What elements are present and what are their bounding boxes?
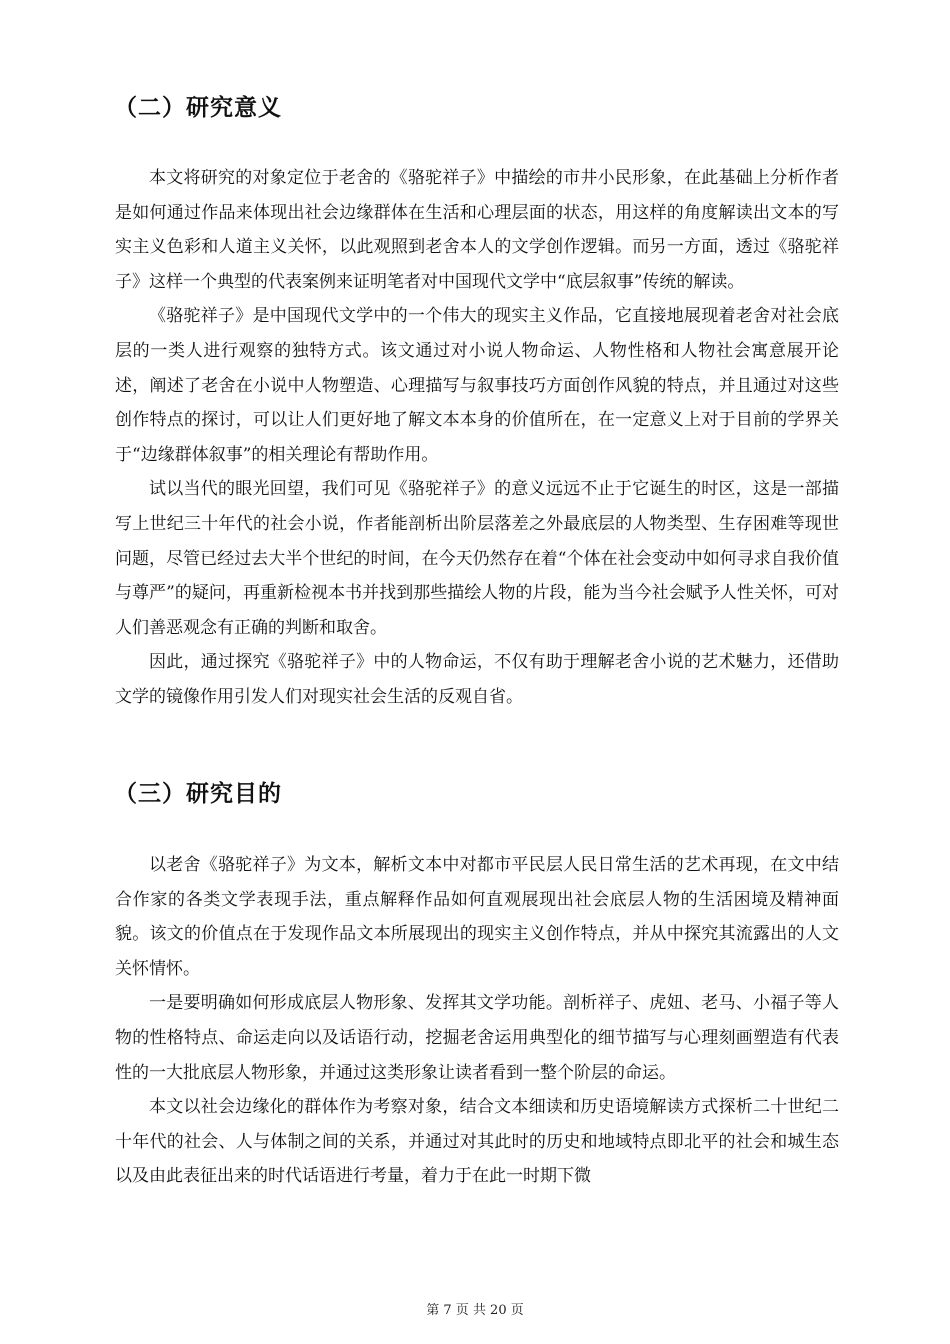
paragraph: 以老舍《骆驼祥子》为文本，解析文本中对都市平民层人民日常生活的艺术再现，在文中结合作家的各类文学表现手法，重点解释作品如何直观展现出社会底层人物的生活困境及精神面貌。该文的价值点在于发现作品文本所展现出的现实主义创作特点，并从中探究其流露出的人文关怀情怀。 xyxy=(115,855,839,979)
section-body-research-purpose xyxy=(115,848,839,1194)
paragraph: 本文以社会边缘化的群体作为考察对象，结合文本细读和历史语境解读方式探析二十世纪二十年代的社会、人与体制之间的关系，并通过对其此时的历史和地域特点即北平的社会和城生态以及由此表征出来的时代话语进行考量，着力于在此一时期下微 xyxy=(115,1097,839,1187)
paragraph: 本文将研究的对象定位于老舍的《骆驼祥子》中描绘的市井小民形象，在此基础上分析作者是如何通过作品来体现出社会边缘群体在生活和心理层面的状态，用这样的角度解读出文本的写实主义色彩和人道主义关怀，以此观照到老舍本人的文学创作逻辑。而另一方面，透过《骆驼祥子》这样一个典型的代表案例来证明笔者对中国现代文学中“底层叙事”传统的解读。 xyxy=(115,168,839,292)
paragraph: 试以当代的眼光回望，我们可见《骆驼祥子》的意义远远不止于它诞生的时区，这是一部描写上世纪三十年代的社会小说，作者能剖析出阶层落差之外最底层的人物类型、生存困难等现世问题，尽管已经过去大半个世纪的时间，在今天仍然存在着“个体在社会变动中如何寻求自我价值与尊严”的疑问，再重新检视本书并找到那些描绘人物的片段，能为当今社会赋予人性关怀，可对人们善恶观念有正确的判断和取舍。 xyxy=(115,479,839,638)
page-number-footer: 第 7 页 共 20 页 xyxy=(426,1303,524,1318)
paragraph: 一是要明确如何形成底层人物形象、发挥其文学功能。剖析祥子、虎妞、老马、小福子等人物的性格特点、命运走向以及话语行动，挖掘老舍运用典型化的细节描写与心理刻画塑造有代表性的一大批底层人物形象，并通过这类形象让读者看到一整个阶层的命运。 xyxy=(115,993,839,1083)
paragraph: 因此，通过探究《骆驼祥子》中的人物命运，不仅有助于理解老舍小说的艺术魅力，还借助文学的镜像作用引发人们对现实社会生活的反观自省。 xyxy=(115,652,839,707)
section-body-research-significance xyxy=(115,161,839,715)
paragraph: 《骆驼祥子》是中国现代文学中的一个伟大的现实主义作品，它直接地展现着老舍对社会底层的一类人进行观察的独特方式。该文通过对小说人物命运、人物性格和人物社会寓意展开论述，阐述了老舍在小说中人物塑造、心理描写与叙事技巧方面创作风貌的特点，并且通过对这些创作特点的探讨，可以让人们更好地了解文本本身的价值所在，在一定意义上对于目前的学界关于“边缘群体叙事”的相关理论有帮助作用。 xyxy=(115,306,839,465)
section-heading-research-purpose: （三）研究目的 xyxy=(114,781,282,807)
section-heading-research-significance: （二）研究意义 xyxy=(114,95,282,121)
